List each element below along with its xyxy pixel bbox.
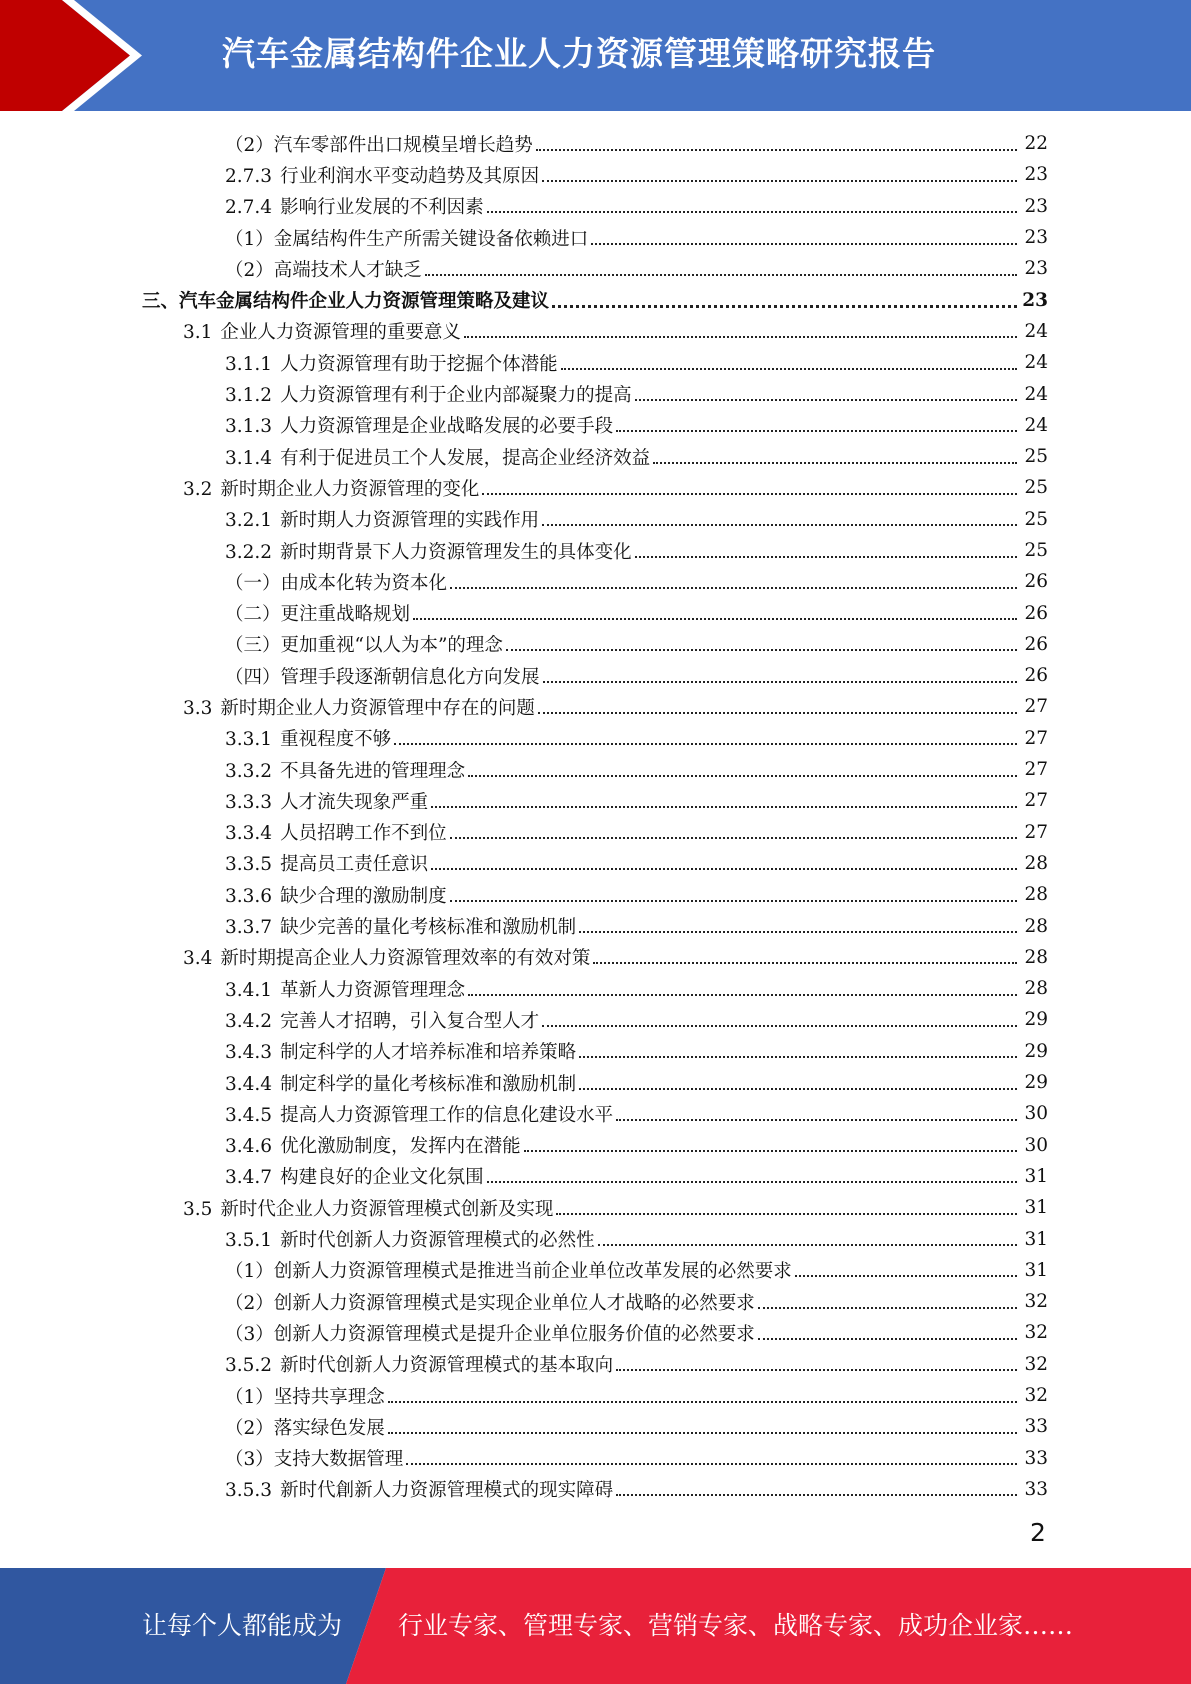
toc-entry[interactable] bbox=[0, 253, 1191, 284]
toc-dot-leader bbox=[468, 775, 1017, 777]
toc-dot-leader bbox=[579, 1088, 1017, 1090]
toc-entry-label bbox=[225, 1351, 616, 1377]
toc-entry-number: （1） bbox=[225, 1261, 274, 1283]
toc-entry-page: 25 bbox=[1024, 508, 1048, 530]
toc-entry[interactable] bbox=[0, 723, 1191, 754]
toc-entry[interactable] bbox=[0, 159, 1191, 190]
toc-dot-leader bbox=[653, 462, 1017, 464]
toc-entry-page: 32 bbox=[1024, 1291, 1048, 1313]
toc-entry-number: 3.4 bbox=[183, 948, 213, 970]
toc-dot-leader bbox=[388, 1432, 1017, 1434]
toc-entry[interactable] bbox=[0, 1349, 1191, 1380]
toc-entry-text: 新时代创新人力资源管理模式的基本取向 bbox=[280, 1355, 614, 1377]
toc-entry-number: 3.4.2 bbox=[225, 1010, 273, 1032]
toc-entry-page: 32 bbox=[1024, 1385, 1048, 1407]
toc-dot-leader bbox=[579, 931, 1017, 933]
toc-entry[interactable] bbox=[0, 472, 1191, 503]
toc-entry[interactable] bbox=[0, 1223, 1191, 1254]
toc-entry-number: 3.3.6 bbox=[225, 885, 273, 907]
toc-entry[interactable] bbox=[0, 942, 1191, 973]
toc-entry-text: 完善人才招聘，引入复合型人才 bbox=[280, 1010, 540, 1032]
toc-entry-number: 3.3 bbox=[183, 697, 213, 719]
toc-entry-label bbox=[225, 1289, 758, 1315]
toc-entry-page: 26 bbox=[1024, 665, 1048, 687]
toc-entry-label bbox=[183, 694, 538, 720]
toc-entry-text: 构建良好的企业文化氛围 bbox=[280, 1167, 484, 1189]
toc-entry-text: 金属结构件生产所需关键设备依赖进口 bbox=[273, 228, 589, 250]
toc-dot-leader bbox=[552, 305, 1017, 308]
toc-dot-leader bbox=[543, 681, 1017, 683]
toc-entry-text: 由成本化转为资本化 bbox=[280, 572, 448, 594]
toc-entry-label bbox=[225, 1226, 598, 1252]
toc-entry-text: 优化激励制度，发挥内在潜能 bbox=[280, 1136, 521, 1158]
toc-entry-label bbox=[225, 1132, 524, 1158]
toc-entry[interactable] bbox=[0, 1442, 1191, 1473]
toc-entry-label bbox=[225, 350, 561, 376]
toc-entry-page: 25 bbox=[1024, 477, 1048, 499]
toc-entry-number: 3.5.3 bbox=[225, 1480, 273, 1502]
toc-entry[interactable] bbox=[0, 441, 1191, 472]
report-title: 汽车金属结构件企业人力资源管理策略研究报告 bbox=[222, 34, 936, 73]
toc-entry[interactable] bbox=[0, 1098, 1191, 1129]
toc-entry-text: 坚持共享理念 bbox=[273, 1386, 385, 1408]
toc-dot-leader bbox=[413, 618, 1017, 620]
toc-dot-leader bbox=[536, 149, 1017, 151]
toc-entry-number: 3.1 bbox=[183, 322, 213, 344]
toc-dot-leader bbox=[464, 336, 1017, 338]
toc-dot-leader bbox=[635, 556, 1017, 558]
toc-entry-label bbox=[225, 757, 468, 783]
toc-entry-label bbox=[225, 193, 487, 219]
toc-entry[interactable] bbox=[0, 1380, 1191, 1411]
toc-entry[interactable] bbox=[0, 566, 1191, 597]
toc-entry-number: 3.5.2 bbox=[225, 1355, 273, 1377]
toc-entry[interactable] bbox=[0, 1036, 1191, 1067]
toc-entry-page: 31 bbox=[1024, 1197, 1048, 1219]
toc-entry-number: 3.3.5 bbox=[225, 854, 273, 876]
toc-dot-leader bbox=[556, 1213, 1017, 1215]
toc-entry-text: 行业利润水平变动趋势及其原因 bbox=[280, 165, 540, 187]
footer-slogan-left: 让每个人都能成为 bbox=[142, 1611, 343, 1640]
toc-entry-label bbox=[225, 412, 616, 438]
toc-entry[interactable] bbox=[0, 284, 1191, 315]
toc-entry-label bbox=[225, 381, 635, 407]
toc-entry-label bbox=[225, 444, 653, 470]
toc-entry-text: 革新人力资源管理理念 bbox=[280, 979, 466, 1001]
toc-entry-number: （2） bbox=[225, 1292, 274, 1314]
toc-entry-label bbox=[183, 1195, 556, 1221]
toc-dot-leader bbox=[406, 1463, 1017, 1465]
toc-entry-label bbox=[225, 631, 506, 657]
toc-dot-leader bbox=[431, 868, 1017, 870]
toc-entry-label bbox=[225, 725, 394, 751]
toc-entry-number: 2.7.3 bbox=[225, 165, 273, 187]
toc-entry[interactable] bbox=[0, 785, 1191, 816]
toc-entry-text: 人力资源管理有助于挖掘个体潜能 bbox=[280, 353, 558, 375]
toc-entry-label bbox=[225, 162, 542, 188]
toc-dot-leader bbox=[542, 524, 1017, 526]
toc-entry-label bbox=[225, 1445, 406, 1471]
toc-entry-text: 新时代創新人力资源管理模式的现实障碍 bbox=[280, 1480, 614, 1502]
toc-dot-leader bbox=[542, 1025, 1017, 1027]
toc-entry-page: 24 bbox=[1024, 320, 1048, 342]
toc-entry[interactable] bbox=[0, 410, 1191, 441]
toc-dot-leader bbox=[468, 994, 1017, 996]
toc-entry-text: 更注重战略规划 bbox=[280, 604, 411, 626]
toc-entry[interactable] bbox=[0, 535, 1191, 566]
toc-entry-page: 30 bbox=[1024, 1103, 1048, 1125]
toc-entry-text: 制定科学的人才培养标准和培养策略 bbox=[280, 1042, 577, 1064]
toc-entry-page: 33 bbox=[1024, 1416, 1048, 1438]
toc-dot-leader bbox=[450, 587, 1017, 589]
toc-entry-number: （三） bbox=[225, 635, 281, 657]
toc-entry-number: 3.5 bbox=[183, 1198, 213, 1220]
toc-entry[interactable] bbox=[0, 597, 1191, 628]
toc-entry-number: （一） bbox=[225, 572, 281, 594]
toc-entry[interactable] bbox=[0, 1067, 1191, 1098]
toc-entry[interactable] bbox=[0, 1411, 1191, 1442]
toc-dot-leader bbox=[616, 1119, 1017, 1121]
toc-entry-label bbox=[142, 287, 552, 313]
toc-entry-text: 新时代企业人力资源管理模式创新及实现 bbox=[220, 1198, 554, 1220]
toc-entry-page: 33 bbox=[1024, 1447, 1048, 1469]
toc-dot-leader bbox=[579, 1056, 1017, 1058]
toc-entry-text: 新时期人力资源管理的实践作用 bbox=[280, 510, 540, 532]
toc-entry-page: 30 bbox=[1024, 1134, 1048, 1156]
toc-entry-text: 新时期背景下人力资源管理发生的具体变化 bbox=[280, 541, 632, 563]
toc-entry[interactable] bbox=[0, 1286, 1191, 1317]
toc-entry[interactable] bbox=[0, 848, 1191, 879]
toc-entry[interactable] bbox=[0, 817, 1191, 848]
toc-entry[interactable] bbox=[0, 191, 1191, 222]
toc-entry-label bbox=[225, 225, 591, 251]
toc-entry-page: 31 bbox=[1024, 1165, 1048, 1187]
toc-entry-label bbox=[225, 663, 543, 689]
toc-entry-number: 3.4.1 bbox=[225, 979, 273, 1001]
toc-entry-text: 缺少完善的量化考核标准和激励机制 bbox=[280, 917, 577, 939]
toc-dot-leader bbox=[616, 430, 1017, 432]
toc-dot-leader bbox=[538, 712, 1017, 714]
toc-entry-number: 3.4.6 bbox=[225, 1136, 273, 1158]
table-of-contents bbox=[0, 128, 1191, 1505]
toc-entry-number: 3.2.2 bbox=[225, 541, 273, 563]
toc-entry-number: （2） bbox=[225, 134, 274, 156]
page-header bbox=[0, 0, 1191, 111]
toc-entry-label bbox=[225, 1476, 616, 1502]
toc-entry-page: 23 bbox=[1024, 195, 1048, 217]
toc-entry-number: 3.1.1 bbox=[225, 353, 273, 375]
footer-slogan-right: 行业专家、管理专家、营销专家、战略专家、成功企业家…… bbox=[398, 1611, 1074, 1640]
toc-entry[interactable] bbox=[0, 1317, 1191, 1348]
toc-dot-leader bbox=[450, 900, 1017, 902]
toc-entry-number: 3.4.4 bbox=[225, 1073, 273, 1095]
toc-entry-page: 22 bbox=[1024, 133, 1048, 155]
toc-dot-leader bbox=[758, 1338, 1017, 1340]
toc-dot-leader bbox=[758, 1307, 1017, 1309]
toc-entry-number: 3.4.7 bbox=[225, 1167, 273, 1189]
toc-entry-text: 人员招聘工作不到位 bbox=[280, 823, 447, 845]
toc-dot-leader bbox=[591, 243, 1017, 245]
toc-entry-number: 3.2.1 bbox=[225, 510, 273, 532]
toc-entry-page: 33 bbox=[1024, 1478, 1048, 1500]
toc-entry-page: 27 bbox=[1024, 696, 1048, 718]
toc-dot-leader bbox=[482, 493, 1017, 495]
toc-entry-label bbox=[225, 1320, 758, 1346]
toc-entry-text: 人力资源管理是企业战略发展的必要手段 bbox=[280, 416, 614, 438]
toc-entry[interactable] bbox=[0, 1161, 1191, 1192]
toc-entry-page: 24 bbox=[1024, 414, 1048, 436]
toc-entry-page: 27 bbox=[1024, 821, 1048, 843]
toc-entry-number: 3.1.2 bbox=[225, 385, 273, 407]
toc-entry-number: （3） bbox=[225, 1449, 274, 1471]
toc-entry-label bbox=[225, 1070, 579, 1096]
toc-entry[interactable] bbox=[0, 660, 1191, 691]
toc-entry-label bbox=[225, 256, 425, 282]
toc-entry-number: （四） bbox=[225, 666, 281, 688]
toc-entry-label bbox=[225, 913, 579, 939]
toc-entry[interactable] bbox=[0, 128, 1191, 159]
toc-entry-number: 3.3.4 bbox=[225, 823, 273, 845]
toc-entry-number: 3.5.1 bbox=[225, 1230, 273, 1252]
toc-entry-text: 创新人力资源管理模式是推进当前企业单位改革发展的必然要求 bbox=[273, 1261, 792, 1283]
toc-entry-page: 29 bbox=[1024, 1040, 1048, 1062]
toc-entry[interactable] bbox=[0, 629, 1191, 660]
toc-entry-text: 新时期企业人力资源管理的变化 bbox=[220, 478, 480, 500]
toc-entry-text: 缺少合理的激励制度 bbox=[280, 885, 447, 907]
toc-entry-text: 更加重视“以人为本”的理念 bbox=[280, 635, 503, 657]
page-number: 2 bbox=[1030, 1518, 1046, 1547]
toc-dot-leader bbox=[524, 1150, 1017, 1152]
toc-entry-number: （1） bbox=[225, 1386, 274, 1408]
toc-dot-leader bbox=[635, 399, 1017, 401]
toc-entry-page: 28 bbox=[1024, 946, 1048, 968]
toc-entry-text: 新时代创新人力资源管理模式的必然性 bbox=[280, 1230, 595, 1252]
toc-entry-number: （3） bbox=[225, 1323, 274, 1345]
toc-entry-label bbox=[183, 318, 464, 344]
toc-entry-page: 32 bbox=[1024, 1322, 1048, 1344]
toc-entry-page: 25 bbox=[1024, 446, 1048, 468]
toc-entry-label bbox=[225, 1101, 616, 1127]
toc-entry-label bbox=[183, 944, 593, 970]
toc-entry-number: （2） bbox=[225, 1417, 274, 1439]
toc-entry-label bbox=[225, 538, 635, 564]
toc-dot-leader bbox=[388, 1401, 1017, 1403]
toc-dot-leader bbox=[795, 1275, 1017, 1277]
toc-entry-text: 影响行业发展的不利因素 bbox=[280, 197, 484, 219]
toc-entry-number: 2.7.4 bbox=[225, 197, 273, 219]
toc-entry-text: 提高人力资源管理工作的信息化建设水平 bbox=[280, 1104, 614, 1126]
toc-entry-page: 24 bbox=[1024, 352, 1048, 374]
toc-entry-page: 23 bbox=[1024, 164, 1048, 186]
toc-entry[interactable] bbox=[0, 910, 1191, 941]
toc-dot-leader bbox=[616, 1494, 1017, 1496]
toc-dot-leader bbox=[487, 211, 1017, 213]
toc-dot-leader bbox=[593, 962, 1017, 964]
toc-entry-page: 28 bbox=[1024, 978, 1048, 1000]
toc-entry-number: （1） bbox=[225, 228, 274, 250]
toc-entry-page: 29 bbox=[1024, 1009, 1048, 1031]
toc-entry-page: 23 bbox=[1024, 227, 1048, 249]
toc-entry-label bbox=[225, 788, 431, 814]
toc-entry-text: 制定科学的量化考核标准和激励机制 bbox=[280, 1073, 577, 1095]
toc-entry-page: 31 bbox=[1024, 1228, 1048, 1250]
toc-entry-page: 24 bbox=[1024, 383, 1048, 405]
toc-entry[interactable] bbox=[0, 378, 1191, 409]
toc-entry-page: 29 bbox=[1024, 1072, 1048, 1094]
toc-entry[interactable] bbox=[0, 1192, 1191, 1223]
toc-entry-text: 人力资源管理有利于企业内部凝聚力的提高 bbox=[280, 385, 632, 407]
toc-dot-leader bbox=[598, 1244, 1017, 1246]
toc-entry-number: 3.3.3 bbox=[225, 791, 273, 813]
toc-entry-page: 26 bbox=[1024, 633, 1048, 655]
toc-entry-text: 汽车零部件出口规模呈增长趋势 bbox=[273, 134, 533, 156]
toc-entry[interactable] bbox=[0, 1130, 1191, 1161]
toc-entry-page: 23 bbox=[1024, 258, 1048, 280]
toc-entry-label bbox=[225, 1007, 542, 1033]
toc-dot-leader bbox=[425, 274, 1017, 276]
toc-entry-number: 3.2 bbox=[183, 478, 213, 500]
toc-entry-text: 人才流失现象严重 bbox=[280, 791, 429, 813]
toc-dot-leader bbox=[616, 1369, 1017, 1371]
toc-entry-number: 3.1.4 bbox=[225, 447, 273, 469]
toc-entry-text: 创新人力资源管理模式是实现企业单位人才战略的必然要求 bbox=[273, 1292, 755, 1314]
toc-dot-leader bbox=[394, 743, 1017, 745]
toc-entry-label bbox=[225, 1414, 388, 1440]
toc-entry[interactable] bbox=[0, 879, 1191, 910]
toc-entry-label bbox=[225, 1383, 388, 1409]
toc-entry-text: 提高员工责任意识 bbox=[280, 854, 429, 876]
toc-entry[interactable] bbox=[0, 973, 1191, 1004]
toc-entry-page: 31 bbox=[1024, 1259, 1048, 1281]
toc-entry-page: 27 bbox=[1024, 727, 1048, 749]
page-footer bbox=[0, 1568, 1191, 1684]
toc-entry-number: 3.3.2 bbox=[225, 760, 273, 782]
toc-entry-text: 新时期提高企业人力资源管理效率的有效对策 bbox=[220, 948, 591, 970]
toc-entry-page: 28 bbox=[1024, 852, 1048, 874]
toc-entry-text: 重视程度不够 bbox=[280, 729, 392, 751]
header-corner-arrow bbox=[0, 0, 160, 111]
toc-entry-page: 26 bbox=[1024, 602, 1048, 624]
toc-entry[interactable] bbox=[0, 316, 1191, 347]
toc-entry-label bbox=[225, 976, 468, 1002]
toc-entry-text: 新时期企业人力资源管理中存在的问题 bbox=[220, 697, 535, 719]
toc-entry-page: 32 bbox=[1024, 1353, 1048, 1375]
toc-entry[interactable] bbox=[0, 754, 1191, 785]
toc-entry-number: 3.3.7 bbox=[225, 917, 273, 939]
toc-dot-leader bbox=[542, 180, 1017, 182]
toc-entry[interactable] bbox=[0, 504, 1191, 535]
toc-entry-number: 三、 bbox=[142, 291, 180, 313]
toc-entry-text: 汽车金属结构件企业人力资源管理策略及建议 bbox=[179, 291, 550, 313]
toc-entry-text: 落实绿色发展 bbox=[273, 1417, 385, 1439]
toc-entry-page: 28 bbox=[1024, 884, 1048, 906]
toc-entry-number: （2） bbox=[225, 259, 274, 281]
toc-entry[interactable] bbox=[0, 222, 1191, 253]
toc-entry-label bbox=[225, 882, 450, 908]
toc-entry[interactable] bbox=[0, 347, 1191, 378]
toc-entry-page: 27 bbox=[1024, 790, 1048, 812]
toc-entry-number: 3.4.3 bbox=[225, 1042, 273, 1064]
toc-entry-number: 3.4.5 bbox=[225, 1104, 273, 1126]
toc-dot-leader bbox=[450, 837, 1017, 839]
toc-entry-number: （二） bbox=[225, 604, 281, 626]
toc-entry-page: 25 bbox=[1024, 540, 1048, 561]
toc-dot-leader bbox=[487, 1181, 1017, 1183]
toc-entry-number: 3.1.3 bbox=[225, 416, 273, 438]
toc-entry-page: 23 bbox=[1022, 289, 1048, 311]
toc-entry[interactable] bbox=[0, 1004, 1191, 1035]
toc-entry-label bbox=[225, 600, 413, 626]
toc-entry[interactable] bbox=[0, 691, 1191, 722]
toc-entry-text: 支持大数据管理 bbox=[273, 1449, 404, 1471]
toc-entry-text: 创新人力资源管理模式是提升企业单位服务价值的必然要求 bbox=[273, 1323, 755, 1345]
toc-entry-page: 26 bbox=[1024, 571, 1048, 593]
toc-entry-label bbox=[225, 850, 431, 876]
toc-entry-label bbox=[225, 1163, 487, 1189]
toc-dot-leader bbox=[431, 806, 1017, 808]
toc-entry-number: 3.3.1 bbox=[225, 729, 273, 751]
toc-entry-text: 企业人力资源管理的重要意义 bbox=[220, 322, 461, 344]
toc-dot-leader bbox=[506, 649, 1017, 651]
toc-entry-label bbox=[225, 506, 542, 532]
toc-entry-text: 管理手段逐渐朝信息化方向发展 bbox=[280, 666, 540, 688]
toc-entry-label bbox=[225, 1257, 795, 1283]
toc-entry-label bbox=[225, 131, 536, 157]
toc-entry-page: 27 bbox=[1024, 759, 1048, 781]
toc-entry-label bbox=[225, 1038, 579, 1064]
toc-entry-label bbox=[225, 569, 450, 595]
toc-entry-text: 高端技术人才缺乏 bbox=[273, 259, 422, 281]
toc-dot-leader bbox=[561, 368, 1017, 370]
toc-entry-text: 不具备先进的管理理念 bbox=[280, 760, 466, 782]
toc-entry[interactable] bbox=[0, 1474, 1191, 1505]
toc-entry[interactable] bbox=[0, 1255, 1191, 1286]
toc-entry-text: 有利于促进员工个人发展，提高企业经济效益 bbox=[280, 447, 651, 469]
toc-entry-label bbox=[225, 819, 450, 845]
toc-entry-page: 28 bbox=[1024, 915, 1048, 937]
toc-entry-label bbox=[183, 475, 482, 501]
